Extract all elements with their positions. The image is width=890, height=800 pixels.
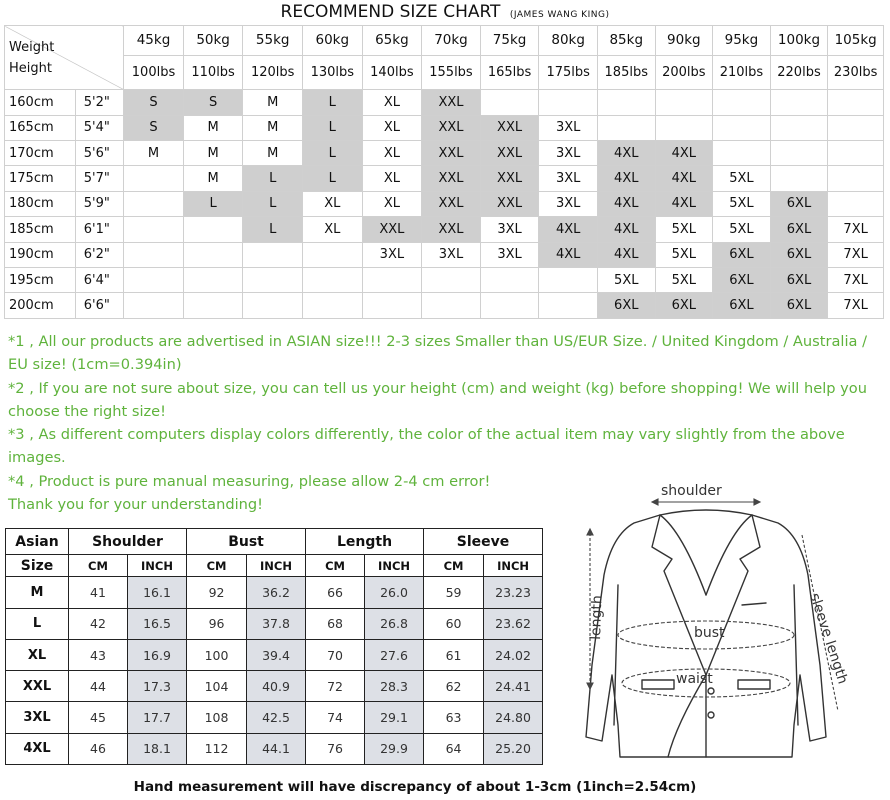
grid-row [5,140,884,165]
size-recommendation-grid [4,25,884,319]
size-cell: L [303,166,363,191]
size-cell: 6XL [713,268,771,293]
size-cell [828,166,884,191]
size-cell: 7XL [828,242,884,267]
size-label: 4XL [6,733,69,764]
measure-value: 70 [306,639,365,670]
weight-lbs-header: 230lbs [828,55,884,90]
grid-row [5,90,884,115]
height-cm-label: 170cm [5,140,76,165]
corner-height-label: Height [9,60,52,76]
size-cell: 3XL [539,166,598,191]
measure-value: 92 [187,577,247,608]
size-cell: S [124,115,184,140]
size-cell [124,166,184,191]
size-cell: 7XL [828,293,884,319]
size-label: 3XL [6,702,69,733]
asian-size-header-1: Asian [6,529,69,555]
size-cell: XL [362,166,422,191]
size-cell: 3XL [480,217,539,242]
size-cell: 6XL [770,217,828,242]
grid-row [5,242,884,267]
measure-value: 66 [306,577,365,608]
size-cell: 4XL [539,217,598,242]
diagram-label-shoulder: shoulder [661,483,722,499]
measure-value: 112 [187,733,247,764]
meas-row [6,577,543,608]
size-cell [124,268,184,293]
measure-group-header: Shoulder [69,529,187,555]
measure-value: 96 [187,608,247,639]
measure-value: 74 [306,702,365,733]
measure-value: 36.2 [247,577,306,608]
grid-row [5,115,884,140]
unit-header: CM [187,555,247,577]
measure-value: 26.0 [365,577,424,608]
diagram-label-sleeve: sleeve length [806,591,851,687]
weight-lbs-header: 220lbs [770,55,828,90]
footer-note: Hand measurement will have discrepancy of about 1-3cm (1inch=2.54cm) [133,779,697,795]
size-cell [183,293,243,319]
size-cell: S [124,90,184,115]
size-cell: 3XL [422,242,481,267]
measure-group-header: Bust [187,529,306,555]
grid-header-kg-row [5,26,884,56]
meas-row [6,702,543,733]
measure-value: 76 [306,733,365,764]
height-cm-label: 190cm [5,242,76,267]
size-cell: 4XL [597,166,655,191]
unit-header: INCH [484,555,543,577]
size-cell: 5XL [713,166,771,191]
measure-value: 62 [424,671,484,702]
measure-value: 23.23 [484,577,543,608]
size-cell [713,90,771,115]
size-cell: XXL [422,115,481,140]
chart-title [0,2,890,24]
size-cell [362,293,422,319]
height-ft-label: 6'1" [75,217,124,242]
size-cell [539,90,598,115]
measure-value: 42 [69,608,128,639]
size-cell [828,90,884,115]
unit-header: CM [424,555,484,577]
diagram-label-length: length [588,594,606,641]
size-cell: 5XL [655,217,713,242]
weight-kg-header: 75kg [480,26,539,56]
size-cell [422,268,481,293]
measure-value: 24.41 [484,671,543,702]
measure-value: 16.5 [128,608,187,639]
height-ft-label: 5'6" [75,140,124,165]
size-cell: XL [362,90,422,115]
grid-row [5,268,884,293]
note-line: *4 , Product is pure manual measuring, please allow 2-4 cm error! [8,472,491,490]
size-cell [655,115,713,140]
grid-row [5,166,884,191]
weight-lbs-header: 210lbs [713,55,771,90]
size-cell [303,293,363,319]
note-line: *3 , As different computers display colors differently, the color of the actual item may vary slightly from the above images. [8,426,845,467]
size-cell [480,90,539,115]
size-cell: 3XL [362,242,422,267]
height-ft-label: 6'2" [75,242,124,267]
size-cell [480,293,539,319]
size-cell: 4XL [655,140,713,165]
measurement-table [5,528,543,765]
measure-value: 40.9 [247,671,306,702]
size-cell: 6XL [770,268,828,293]
height-ft-label: 5'4" [75,115,124,140]
size-cell [770,90,828,115]
unit-header: INCH [247,555,306,577]
meas-row [6,608,543,639]
height-cm-label: 165cm [5,115,76,140]
size-cell [124,293,184,319]
note-line: *2 , If you are not sure about size, you can tell us your height (cm) and weight (kg) before shopping! We will help you choose the right size! [8,379,867,420]
size-cell [422,293,481,319]
size-cell [303,242,363,267]
measure-value: 16.9 [128,639,187,670]
size-cell: XXL [480,166,539,191]
size-cell: XXL [422,166,481,191]
measure-value: 100 [187,639,247,670]
size-cell: 6XL [713,242,771,267]
size-cell [243,293,303,319]
grid-corner [5,26,124,90]
weight-lbs-header: 200lbs [655,55,713,90]
weight-lbs-header: 120lbs [243,55,303,90]
meas-row [6,671,543,702]
size-cell: 6XL [770,242,828,267]
measure-value: 39.4 [247,639,306,670]
size-cell: 5XL [655,242,713,267]
size-cell: 5XL [713,217,771,242]
size-cell: XXL [480,115,539,140]
weight-kg-header: 55kg [243,26,303,56]
measure-value: 61 [424,639,484,670]
height-ft-label: 6'6" [75,293,124,319]
measure-value: 41 [69,577,128,608]
size-cell: 6XL [655,293,713,319]
weight-lbs-header: 185lbs [597,55,655,90]
unit-header: INCH [128,555,187,577]
meas-row [6,733,543,764]
meas-header-row [6,529,543,555]
corner-weight-label: Weight [9,39,55,55]
size-cell [303,268,363,293]
size-cell [828,191,884,216]
size-cell: 6XL [770,191,828,216]
weight-lbs-header: 165lbs [480,55,539,90]
measure-value: 59 [424,577,484,608]
note-line: *1 , All our products are advertised in ASIAN size!!! 2-3 sizes Smaller than US/EUR Size. / United Kingdom / Australia / EU size! (1cm=0.394in) [8,333,868,374]
measure-value: 44 [69,671,128,702]
size-cell: L [303,115,363,140]
weight-kg-header: 85kg [597,26,655,56]
unit-header: INCH [365,555,424,577]
weight-kg-header: 90kg [655,26,713,56]
diagram-label-waist: waist [676,671,713,687]
size-cell [183,268,243,293]
size-label: L [6,608,69,639]
size-cell: XXL [362,217,422,242]
size-cell: M [183,140,243,165]
size-cell [539,293,598,319]
size-cell: M [183,115,243,140]
size-cell [770,115,828,140]
size-cell: XL [303,191,363,216]
measure-value: 28.3 [365,671,424,702]
size-cell [828,140,884,165]
measure-value: 16.1 [128,577,187,608]
size-label: XXL [6,671,69,702]
size-cell: 6XL [713,293,771,319]
height-ft-label: 6'4" [75,268,124,293]
size-cell: 4XL [597,191,655,216]
weight-kg-header: 65kg [362,26,422,56]
weight-kg-header: 100kg [770,26,828,56]
weight-lbs-header: 175lbs [539,55,598,90]
weight-kg-header: 95kg [713,26,771,56]
size-cell [183,242,243,267]
size-cell: 3XL [539,140,598,165]
measure-value: 25.20 [484,733,543,764]
height-cm-label: 160cm [5,90,76,115]
size-cell: L [243,166,303,191]
measure-value: 43 [69,639,128,670]
size-cell [124,217,184,242]
size-cell: L [243,217,303,242]
measure-value: 24.02 [484,639,543,670]
measure-value: 45 [69,702,128,733]
size-cell: M [124,140,184,165]
size-cell: XXL [480,140,539,165]
size-cell [655,90,713,115]
measure-value: 46 [69,733,128,764]
grid-row [5,217,884,242]
asian-size-header-2: Size [6,555,69,577]
measure-value: 72 [306,671,365,702]
size-cell [539,268,598,293]
size-cell: XL [362,140,422,165]
size-cell [480,268,539,293]
size-cell: L [303,140,363,165]
size-cell: 6XL [770,293,828,319]
measure-value: 23.62 [484,608,543,639]
note-line: Thank you for your understanding! [8,496,263,514]
size-cell [243,242,303,267]
measure-value: 68 [306,608,365,639]
meas-row [6,639,543,670]
measure-value: 104 [187,671,247,702]
measure-value: 108 [187,702,247,733]
size-cell: L [243,191,303,216]
measure-value: 29.9 [365,733,424,764]
size-cell [713,140,771,165]
size-cell [770,166,828,191]
weight-kg-header: 50kg [183,26,243,56]
size-cell: 7XL [828,217,884,242]
measure-value: 27.6 [365,639,424,670]
size-cell: 5XL [713,191,771,216]
size-cell: XXL [422,191,481,216]
height-ft-label: 5'7" [75,166,124,191]
weight-lbs-header: 100lbs [124,55,184,90]
size-cell: XXL [422,217,481,242]
unit-header: CM [306,555,365,577]
height-cm-label: 180cm [5,191,76,216]
weight-lbs-header: 155lbs [422,55,481,90]
size-cell [243,268,303,293]
weight-kg-header: 45kg [124,26,184,56]
height-cm-label: 185cm [5,217,76,242]
size-cell: M [243,140,303,165]
size-cell: 3XL [539,115,598,140]
measure-value: 60 [424,608,484,639]
measure-value: 18.1 [128,733,187,764]
size-cell: 6XL [597,293,655,319]
size-cell [124,242,184,267]
measure-value: 37.8 [247,608,306,639]
height-cm-label: 175cm [5,166,76,191]
height-ft-label: 5'9" [75,191,124,216]
jacket-diagram-icon [556,475,856,760]
size-cell: 5XL [655,268,713,293]
grid-header-lbs-row [5,55,884,90]
weight-lbs-header: 110lbs [183,55,243,90]
size-cell: XXL [480,191,539,216]
size-cell [183,217,243,242]
measure-value: 44.1 [247,733,306,764]
measure-value: 17.7 [128,702,187,733]
height-cm-label: 195cm [5,268,76,293]
measure-value: 26.8 [365,608,424,639]
size-cell: S [183,90,243,115]
measure-value: 64 [424,733,484,764]
measure-value: 29.1 [365,702,424,733]
size-label: XL [6,639,69,670]
size-cell: 4XL [539,242,598,267]
size-cell: 7XL [828,268,884,293]
height-cm-label: 200cm [5,293,76,319]
size-label: M [6,577,69,608]
size-cell [124,191,184,216]
size-cell [597,115,655,140]
size-cell [362,268,422,293]
measure-value: 17.3 [128,671,187,702]
size-cell: XL [362,191,422,216]
size-cell [597,90,655,115]
size-cell: 5XL [597,268,655,293]
measure-value: 42.5 [247,702,306,733]
size-cell: L [183,191,243,216]
weight-lbs-header: 140lbs [362,55,422,90]
size-cell: 4XL [597,242,655,267]
size-cell: XL [303,217,363,242]
size-cell: XXL [422,90,481,115]
size-cell: M [183,166,243,191]
size-cell [828,115,884,140]
weight-kg-header: 80kg [539,26,598,56]
weight-lbs-header: 130lbs [303,55,363,90]
weight-kg-header: 70kg [422,26,481,56]
chart-title-brand: (JAMES WANG KING) [509,10,610,20]
measure-group-header: Sleeve [424,529,543,555]
size-cell: M [243,90,303,115]
unit-header: CM [69,555,128,577]
diagram-label-bust: bust [694,625,725,641]
weight-kg-header: 60kg [303,26,363,56]
size-cell: XL [362,115,422,140]
grid-row [5,191,884,216]
size-cell: 4XL [597,217,655,242]
meas-unit-row [6,555,543,577]
chart-title-main: RECOMMEND SIZE CHART [280,2,501,22]
measure-group-header: Length [306,529,424,555]
measure-value: 63 [424,702,484,733]
size-cell: 3XL [480,242,539,267]
size-cell [770,140,828,165]
size-cell: XXL [422,140,481,165]
size-cell: M [243,115,303,140]
size-cell: 3XL [539,191,598,216]
size-cell: 4XL [597,140,655,165]
size-cell: L [303,90,363,115]
measure-value: 24.80 [484,702,543,733]
grid-row [5,293,884,319]
weight-kg-header: 105kg [828,26,884,56]
height-ft-label: 5'2" [75,90,124,115]
size-cell [713,115,771,140]
size-cell: 4XL [655,191,713,216]
size-cell: 4XL [655,166,713,191]
